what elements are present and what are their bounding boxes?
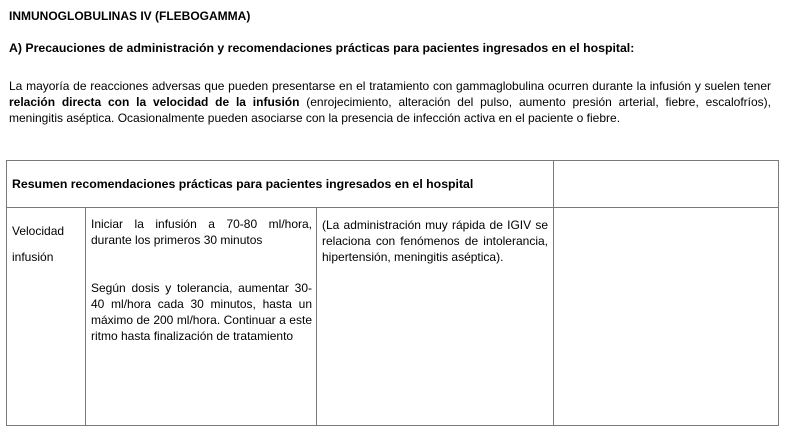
instructions-cell <box>86 208 317 426</box>
note-cell <box>317 208 554 426</box>
summary-table <box>6 160 779 426</box>
row-label-line1: Velocidad <box>12 224 65 238</box>
empty-cell <box>554 208 779 426</box>
section-heading: A) Precauciones de administración y recomendaciones prácticas para pacientes ingresados en el hospital: <box>9 41 635 55</box>
instruction-2: Según dosis y tolerancia, aumentar 30-40 ml/hora cada 30 minutos, hasta un máximo de 200 ml/hora. Continuar a este ritmo hasta finalización de tratamiento <box>91 281 312 343</box>
table-header-row <box>7 161 779 208</box>
intro-text-bold: relación directa con la velocidad de la infusión <box>9 95 300 109</box>
table-header-text: Resumen recomendaciones prácticas para pacientes ingresados en el hospital <box>12 177 474 191</box>
table-header-cell <box>7 161 554 208</box>
table-header-empty-cell <box>554 161 779 208</box>
table-row <box>7 208 779 426</box>
instruction-1: Iniciar la infusión a 70-80 ml/hora, durante los primeros 30 minutos <box>91 217 312 247</box>
row-label-cell <box>7 208 86 426</box>
note-text: (La administración muy rápida de IGIV se relaciona con fenómenos de intolerancia, hipertensión, meningitis aséptica). <box>322 218 548 264</box>
intro-text-part2: (enrojecimiento, alteración del pulso, aumento presión arterial, fiebre, escalofríos), meningitis aséptica. Ocasionalmente pueden asociarse con la presencia de infección activa en el paciente o fiebre. <box>9 95 771 125</box>
row-label-line2: infusión <box>12 250 54 264</box>
intro-text-part1: La mayoría de reacciones adversas que pueden presentarse en el tratamiento con gammaglobulina ocurren durante la infusión y suelen tener <box>9 79 771 93</box>
intro-paragraph <box>9 78 771 126</box>
document-title: INMUNOGLOBULINAS IV (FLEBOGAMMA) <box>9 9 251 23</box>
